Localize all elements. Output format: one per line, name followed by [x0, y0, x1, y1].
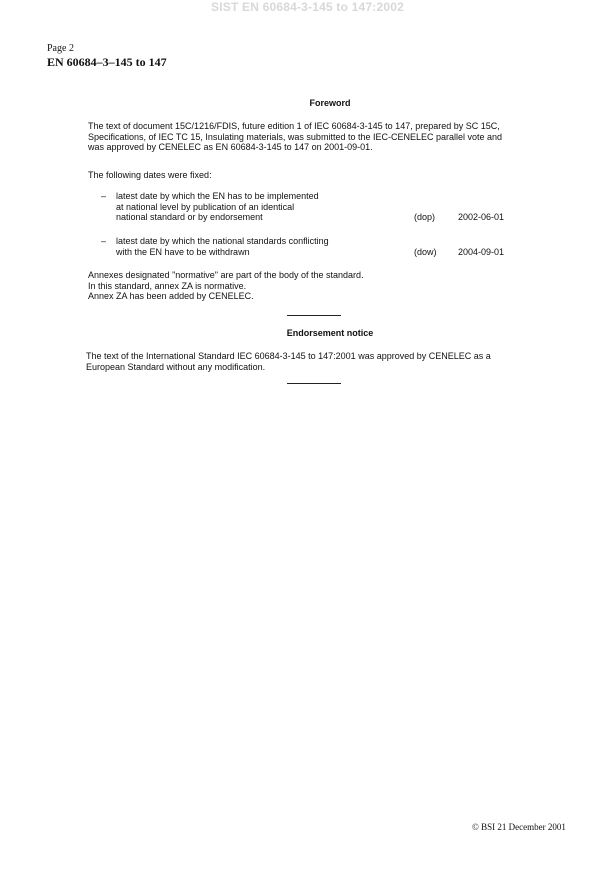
foreword-intro [88, 121, 558, 153]
annex-note-line: Annexes designated "normative" are part of the body of the standard. [88, 270, 364, 280]
watermark-text: SIST EN 60684-3-145 to 147:2002 [211, 0, 404, 14]
dop-date: 2002-06-01 [458, 212, 505, 222]
copyright-footer: © BSI 21 December 2001 [472, 822, 566, 832]
dow-code: (dow) [414, 247, 437, 257]
annex-note-line: Annex ZA has been added by CENELEC. [88, 291, 254, 301]
dow-date: 2004-09-01 [458, 247, 505, 257]
foreword-title: Foreword [309, 98, 351, 108]
foreword-intro-line: was approved by CENELEC as EN 60684-3-145 to 147 on 2001-09-01. [88, 142, 373, 152]
dates-intro: The following dates were fixed: [88, 170, 212, 180]
list-item-line: national standard or by endorsement [116, 212, 263, 222]
list-item-line: latest date by which the EN has to be implemented [116, 191, 319, 201]
endorsement-line: European Standard without any modification. [86, 361, 266, 372]
endorsement-title: Endorsement notice [286, 328, 374, 338]
list-item-dop [116, 191, 406, 223]
list-item-line: latest date by which the national standards conflicting [116, 236, 329, 246]
list-item-dow [116, 236, 406, 257]
annex-note-line: In this standard, annex ZA is normative. [88, 280, 247, 291]
foreword-intro-line: Specifications, of IEC TC 15, Insulating materials, was submitted to the IEC-CENELEC parallel vote and [88, 131, 503, 142]
document-id: EN 60684–3–145 to 147 [47, 55, 167, 69]
list-dash: – [101, 191, 107, 201]
list-item-line: with the EN have to be withdrawn [116, 246, 250, 257]
foreword-intro-line: The text of document 15C/1216/FDIS, future edition 1 of IEC 60684-3-145 to 147, prepared by SC 15C, [88, 121, 500, 131]
dop-code: (dop) [414, 212, 436, 222]
list-item-line: at national level by publication of an identical [116, 201, 295, 212]
page-number: Page 2 [47, 43, 74, 54]
section-divider [287, 315, 341, 316]
endorsement-text [86, 351, 566, 372]
section-divider [287, 383, 341, 384]
annex-notes [88, 270, 558, 302]
endorsement-line: The text of the International Standard IEC 60684-3-145 to 147:2001 was approved by CENELEC as a [86, 351, 491, 361]
list-dash: – [101, 236, 107, 246]
